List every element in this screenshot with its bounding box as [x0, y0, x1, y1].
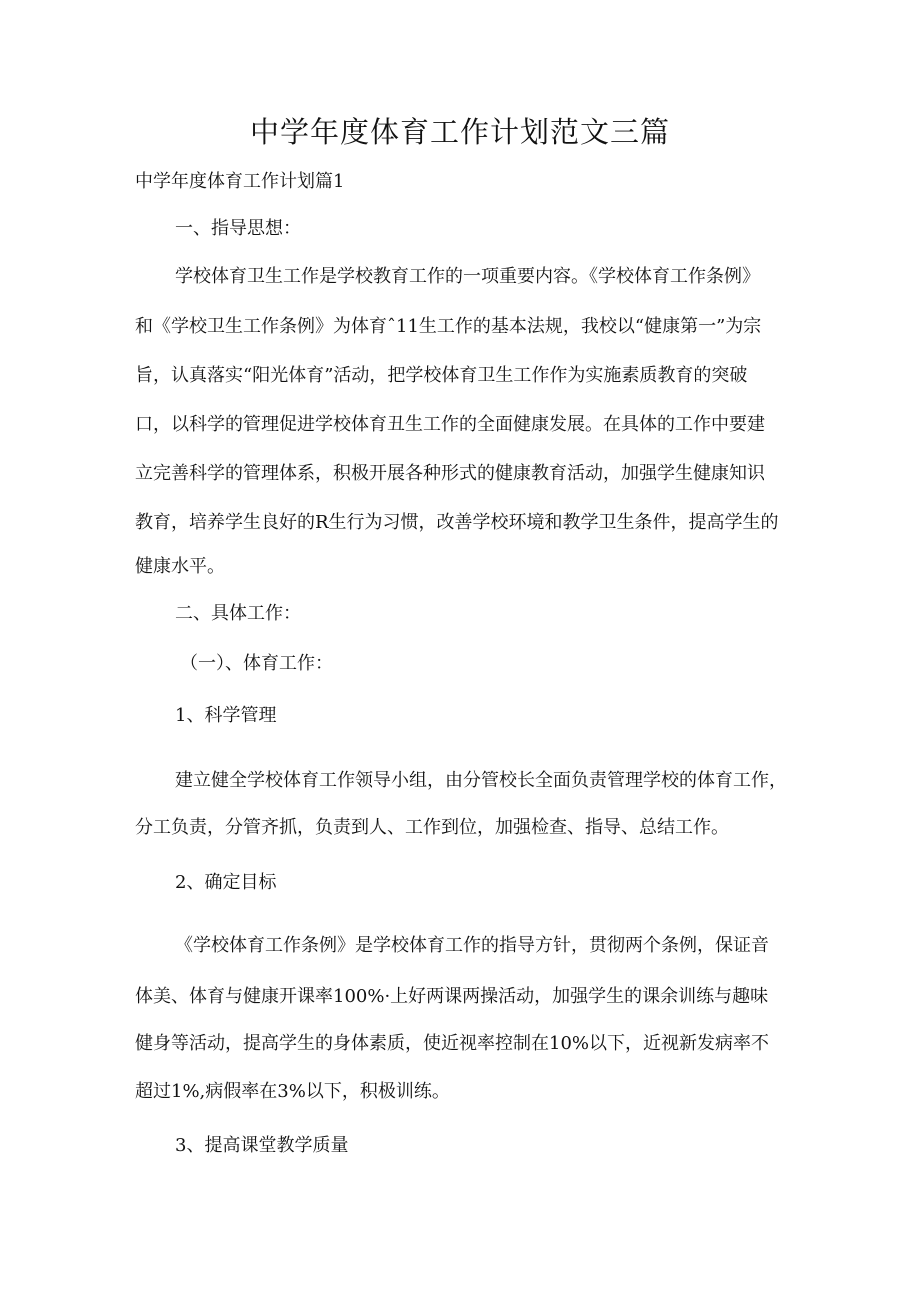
paragraph-line: 体美、体育与健康开课率100%·上好两课两操活动，加强学生的课余训练与趣味	[135, 986, 769, 1007]
paragraph-line: 口，以科学的管理促进学校体育丑生工作的全面健康发展。在具体的工作中要建	[135, 414, 765, 435]
item1-heading: 1、科学管理	[175, 705, 277, 726]
document-title: 中学年度体育工作计划范文三篇	[249, 115, 670, 149]
item3-heading: 3、提高课堂教学质量	[175, 1135, 349, 1156]
paragraph-line: 分工负责，分管齐抓，负责到人、工作到位，加强检查、指导、总结工作。	[135, 817, 729, 838]
document-subtitle: 中学年度体育工作计划篇1	[135, 171, 345, 192]
paragraph-line: 教育，培养学生良好的R生行为习惯，改善学校环境和教学卫生条件，提高学生的	[135, 512, 779, 533]
paragraph-line: 学校体育卫生工作是学校教育工作的一项重要内容。《学校体育工作条例》	[175, 266, 760, 287]
sub1-heading: （一）、体育工作：	[180, 653, 333, 674]
paragraph-line: 和《学校卫生工作条例》为体育ˆ11生工作的基本法规，我校以“健康第一”为宗	[135, 316, 762, 337]
paragraph-line: 超过1%,病假率在3%以下，积极训练。	[135, 1081, 450, 1102]
paragraph-line: 《学校体育工作条例》是学校体育工作的指导方针，贯彻两个条例，保证音	[175, 935, 769, 956]
item2-heading: 2、确定目标	[175, 872, 277, 893]
section2-heading: 二、具体工作：	[175, 603, 301, 624]
paragraph-line: 健康水平。	[135, 556, 225, 577]
paragraph-line: 建立健全学校体育工作领导小组，由分管校长全面负责管理学校的体育工作，	[175, 770, 787, 791]
paragraph-line: 立完善科学的管理体系，积极开展各种形式的健康教育活动，加强学生健康知识	[135, 463, 765, 484]
section1-heading: 一、指导思想：	[175, 218, 301, 239]
paragraph-line: 旨，认真落实“阳光体育”活动，把学校体育卫生工作作为实施素质教育的突破	[135, 365, 748, 386]
paragraph-line: 健身等活动，提高学生的身体素质，使近视率控制在10%以下，近视新发病率不	[135, 1033, 770, 1054]
